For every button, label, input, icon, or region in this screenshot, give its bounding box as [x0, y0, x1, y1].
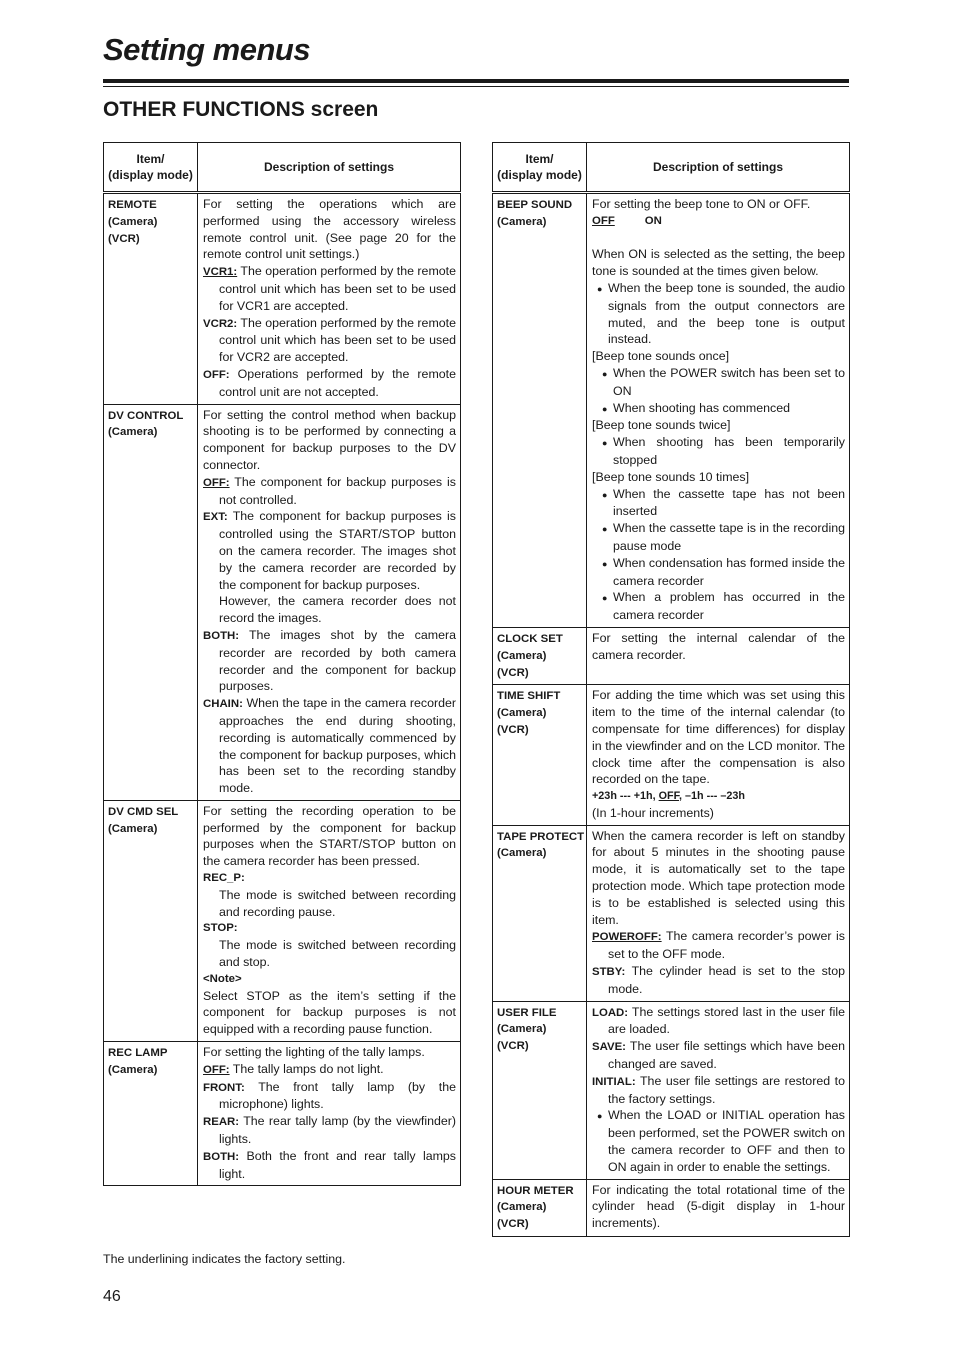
table-row-time-shift: [493, 685, 850, 825]
item-cell: [493, 1001, 587, 1179]
item-mode: (Camera): [497, 1023, 547, 1036]
header-description: Description of settings: [198, 143, 461, 193]
table-row-dv-cmd-sel: [104, 800, 461, 1041]
bullet-item: ● When the cassette tape is in the recording pause mode: [592, 520, 845, 555]
option-values: OFF ON: [592, 214, 662, 227]
table-header-row: [104, 143, 461, 193]
description-cell: [198, 800, 461, 1041]
item-name: DV CMD SEL: [108, 805, 179, 818]
description-cell: [198, 193, 461, 405]
note-label: <Note>: [203, 972, 242, 985]
item-mode: (VCR): [497, 1218, 529, 1231]
option-vcr2: VCR2: The operation performed by the remote control unit which has been set to be used for VCR2 are accepted.: [203, 315, 456, 365]
table-row-rec-lamp: [104, 1042, 461, 1186]
header-item: Item/ (display mode): [104, 143, 198, 193]
option-front: FRONT: The front tally lamp (by the microphone) lights.: [203, 1079, 456, 1112]
page-title: Setting menus: [103, 32, 311, 67]
description-cell: [198, 1042, 461, 1186]
title-rule-thin: [103, 86, 849, 87]
item-mode: (Camera): [497, 847, 547, 860]
option-stop-label: STOP:: [203, 922, 238, 935]
description-cell: [198, 404, 461, 800]
option-off: OFF: The tally lamps do not light.: [203, 1061, 384, 1076]
description-text: For setting the internal calendar of the camera recorder.: [592, 630, 845, 662]
item-cell: [493, 685, 587, 825]
item-mode: (Camera): [108, 1063, 158, 1076]
table-row-beep-sound: [493, 193, 850, 628]
section-title: OTHER FUNCTIONS screen: [103, 98, 379, 121]
item-mode: (VCR): [497, 723, 529, 736]
option-stby: STBY: The cylinder head is set to the stop mode.: [592, 964, 845, 996]
option-ext-note: However, the camera recorder does not record the images.: [219, 594, 456, 626]
item-cell: [493, 193, 587, 628]
option-off: OFF: The component for backup purposes is not controlled.: [203, 474, 456, 507]
item-cell: [104, 800, 198, 1041]
group-heading: [Beep tone sounds twice]: [592, 418, 731, 433]
item-name: BEEP SOUND: [497, 199, 573, 211]
item-cell: [493, 1179, 587, 1236]
option-initial: INITIAL: The user file settings are restored to the factory settings.: [592, 1073, 845, 1106]
table-row-dv-control: [104, 404, 461, 800]
description-text: For adding the time which was set using this item to the time of the internal calendar (to compensate for time differences) for display in the viewfinder and on the LCD monitor. The clock time after the compensation is also recorded on the tape.: [592, 688, 845, 787]
option-range: +23h --- +1h, OFF, –1h --- –23h: [592, 790, 746, 803]
table-row-clock-set: [493, 627, 850, 684]
bullet-item: ● When the LOAD or INITIAL operation has been performed, set the POWER switch on the camera recorder to OFF and then to ON again in order to enable the settings.: [592, 1107, 845, 1175]
item-mode: (Camera): [497, 649, 547, 662]
settings-table-left: [103, 142, 461, 1186]
description-cell: [587, 193, 850, 628]
item-mode: (Camera): [497, 1201, 547, 1214]
group-heading: [Beep tone sounds 10 times]: [592, 469, 750, 484]
item-cell: [493, 825, 587, 1001]
table-row-user-file: [493, 1001, 850, 1179]
description-text: For setting the recording operation to be performed by the component for backup purposes when the START/STOP button on the camera recorder has been pressed.: [203, 803, 456, 869]
option-rear: REAR: The rear tally lamp (by the viewfinder) lights.: [203, 1114, 456, 1147]
page-number: 46: [103, 1288, 121, 1305]
option-rec-p-text: The mode is switched between recording and recording pause.: [219, 887, 456, 919]
note-text: Select STOP as the item’s setting if the component for backup purposes is not equipped with a recording pause function.: [203, 988, 456, 1037]
bullet-item: ● When the POWER switch has been set to ON: [592, 365, 845, 400]
description-text: For setting the beep tone to ON or OFF.: [592, 197, 811, 211]
option-save: SAVE: The user file settings which have been changed are saved.: [592, 1039, 845, 1072]
increment-note: (In 1-hour increments): [592, 805, 714, 820]
item-mode: (Camera): [108, 822, 158, 835]
item-name: HOUR METER: [497, 1184, 574, 1197]
table-row-hour-meter: [493, 1179, 850, 1236]
option-both: BOTH: Both the front and rear tally lamps light.: [203, 1148, 456, 1181]
bullet-item: ● When condensation has formed inside the camera recorder: [592, 555, 845, 590]
description-text: For setting the operations which are performed using the accessory wireless remote control unit. (See page 20 for the remote control unit settings.): [203, 197, 456, 262]
bullet-item: ● When the beep tone is sounded, the audio signals from the output connectors are muted, and the beep tone is output instead.: [592, 280, 845, 348]
description-cell: [587, 627, 850, 684]
option-rec-p-label: REC_P:: [203, 872, 245, 885]
bullet-item: ● When shooting has been temporarily stopped: [592, 434, 845, 469]
option-ext: EXT: The component for backup purposes is controlled using the START/STOP button on the camera recorder. The images shot by the camera recorder are recorded by the component for backup purposes.: [203, 509, 456, 592]
bullet-item: ● When shooting has commenced: [592, 400, 845, 418]
item-mode: (VCR): [497, 1040, 529, 1053]
description-cell: [587, 1001, 850, 1179]
item-cell: [104, 404, 198, 800]
item-mode: (Camera): [108, 215, 158, 228]
item-mode: (VCR): [497, 666, 529, 679]
title-rule-thick: [103, 79, 849, 83]
description-text: When the camera recorder is left on standby for about 5 minutes in the shooting pause mode, it is automatically set to the tape protection mode. Which tape protection mode is to be established is selected using this item.: [592, 828, 845, 927]
item-cell: [104, 193, 198, 405]
description-text: For setting the control method when backup shooting is to be performed by connecting a component for backup purposes to the DV connector.: [203, 407, 456, 472]
option-chain: CHAIN: When the tape in the camera recorder approaches the end during shooting, recording is automatically commenced by the component for backup purposes, which has been set to the recording standby mode.: [203, 696, 456, 796]
option-off: OFF: Operations performed by the remote control unit are not accepted.: [203, 366, 456, 399]
item-name: TAPE PROTECT: [497, 830, 585, 843]
option-vcr1: VCR1: The operation performed by the remote control unit which has been set to be used for VCR1 are accepted.: [203, 264, 456, 313]
option-load: LOAD: The settings stored last in the user file are loaded.: [592, 1004, 845, 1037]
description-text: For setting the lighting of the tally lamps.: [203, 1045, 425, 1060]
option-both: BOTH: The images shot by the camera recorder are recorded by both camera recorder and the component for backup purposes.: [203, 627, 456, 694]
item-mode: (Camera): [497, 215, 547, 228]
description-cell: [587, 685, 850, 825]
item-name: DV CONTROL: [108, 409, 184, 422]
table-row-remote: [104, 193, 461, 405]
description-text: When ON is selected as the setting, the beep tone is sounded at the times given below.: [592, 247, 845, 279]
header-description: Description of settings: [587, 143, 850, 193]
description-cell: [587, 825, 850, 1001]
group-heading: [Beep tone sounds once]: [592, 349, 730, 364]
item-mode: (Camera): [108, 426, 158, 439]
description-cell: [587, 1179, 850, 1236]
option-stop-text: The mode is switched between recording and stop.: [219, 938, 456, 970]
item-name: USER FILE: [497, 1006, 557, 1019]
item-name: REMOTE: [108, 199, 157, 211]
footnote: The underlining indicates the factory setting.: [103, 1252, 346, 1266]
item-cell: [493, 627, 587, 684]
table-row-tape-protect: [493, 825, 850, 1001]
bullet-item: ● When a problem has occurred in the camera recorder: [592, 589, 845, 624]
item-name: REC LAMP: [108, 1047, 168, 1060]
bullet-item: ● When the cassette tape has not been inserted: [592, 486, 845, 521]
settings-table-right: [492, 142, 850, 1237]
item-name: TIME SHIFT: [497, 690, 561, 703]
item-mode: (Camera): [497, 707, 547, 720]
table-header-row: [493, 143, 850, 193]
description-text: For indicating the total rotational time of the cylinder head (5-digit display in 1-hour increments).: [592, 1182, 845, 1231]
option-poweroff: POWEROFF: The camera recorder’s power is set to the OFF mode.: [592, 929, 845, 962]
header-item: Item/ (display mode): [493, 143, 587, 193]
item-cell: [104, 1042, 198, 1186]
item-mode: (VCR): [108, 232, 140, 245]
item-name: CLOCK SET: [497, 632, 563, 645]
